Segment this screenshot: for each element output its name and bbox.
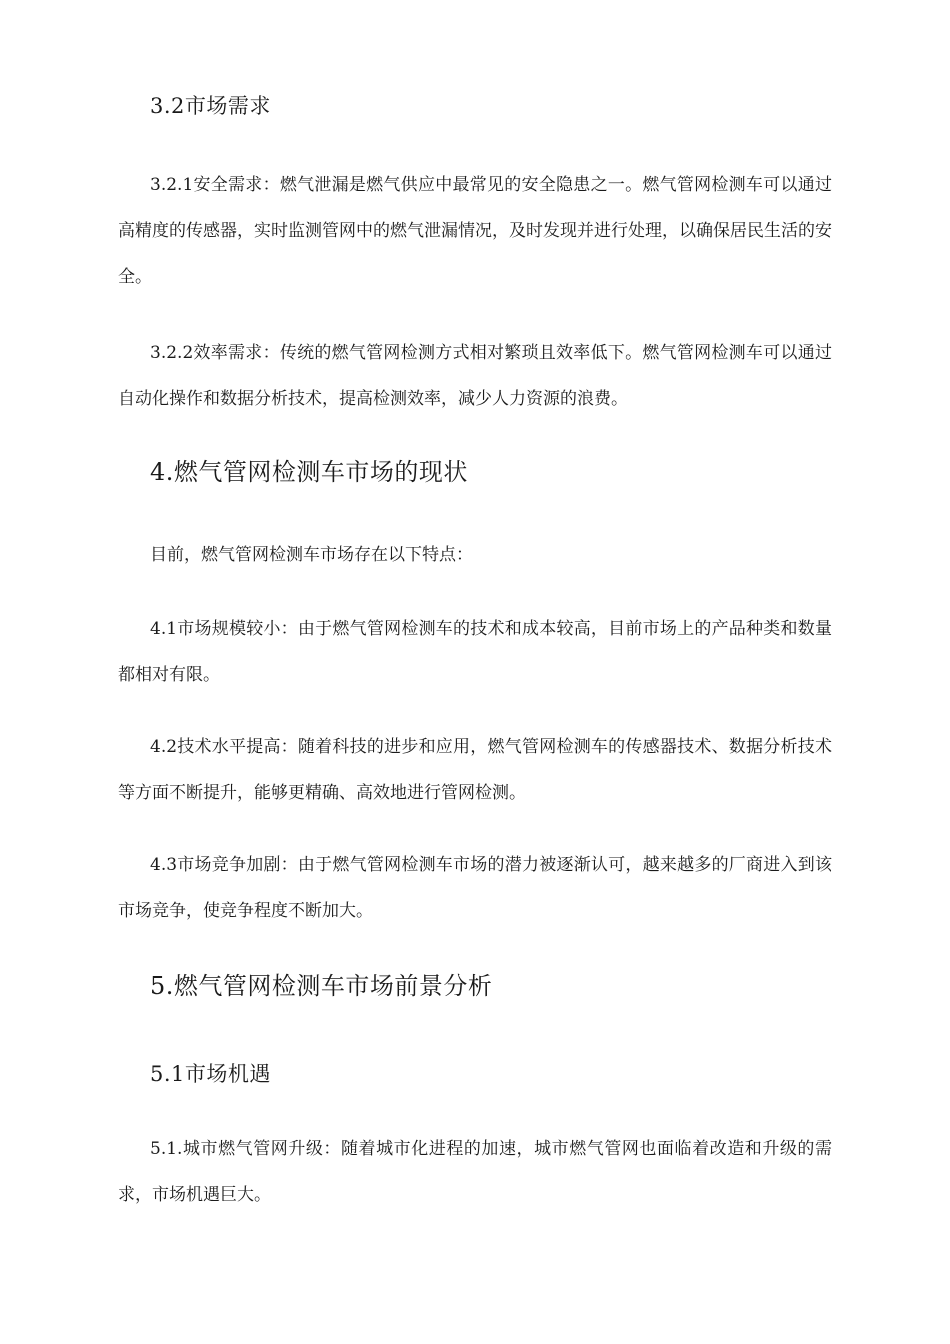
paragraph-3-2-2: 3.2.2效率需求：传统的燃气管网检测方式相对繁琐且效率低下。燃气管网检测车可以通过自动化操作和数据分析技术，提高检测效率，减少人力资源的浪费。 [118, 343, 832, 409]
paragraph-3-2-1: 3.2.1安全需求：燃气泄漏是燃气供应中最常见的安全隐患之一。燃气管网检测车可以通过高精度的传感器，实时监测管网中的燃气泄漏情况，及时发现并进行处理，以确保居民生活的安全。 [118, 175, 832, 287]
section-heading-5: 5.燃气管网检测车市场前景分析 [150, 972, 493, 1000]
paragraph-4-2: 4.2技术水平提高：随着科技的进步和应用，燃气管网检测车的传感器技术、数据分析技术等方面不断提升，能够更精确、高效地进行管网检测。 [118, 737, 832, 803]
paragraph-4-1: 4.1市场规模较小：由于燃气管网检测车的技术和成本较高，目前市场上的产品种类和数量都相对有限。 [118, 619, 832, 685]
section-heading-5-1: 5.1市场机遇 [150, 1062, 271, 1086]
paragraph-4-3: 4.3市场竞争加剧：由于燃气管网检测车市场的潜力被逐渐认可，越来越多的厂商进入到该市场竞争，使竞争程度不断加大。 [118, 855, 832, 921]
paragraph-4-intro: 目前，燃气管网检测车市场存在以下特点： [150, 545, 473, 565]
paragraph-5-1-1: 5.1.城市燃气管网升级：随着城市化进程的加速，城市燃气管网也面临着改造和升级的需求，市场机遇巨大。 [118, 1139, 832, 1205]
section-heading-3-2: 3.2市场需求 [150, 94, 271, 118]
section-heading-4: 4.燃气管网检测车市场的现状 [150, 458, 468, 486]
